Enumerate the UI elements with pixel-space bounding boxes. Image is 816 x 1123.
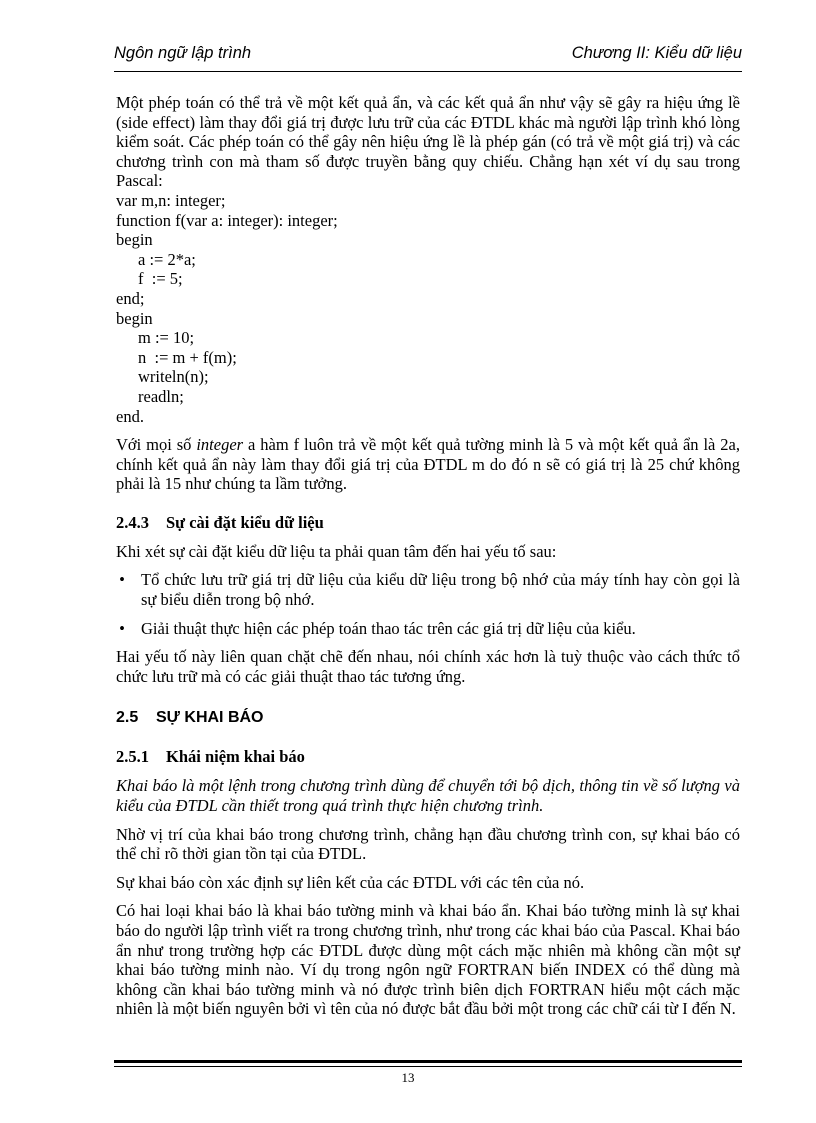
section-number: 2.5 [116,709,139,727]
paragraph-declaration-binding: Sự khai báo còn xác định sự liên kết của các ĐTDL với các tên của nó. [116,872,585,892]
section-number: 2.5.1 [116,747,149,767]
code-line: end; [116,288,145,308]
bullet-icon: • [119,618,125,638]
page-number: 13 [401,1070,415,1085]
code-line: writeln(n); [138,367,209,387]
list-item-text: Giải thuật thực hiện các phép toán thao tác trên các giá trị dữ liệu của kiểu. [141,618,636,638]
code-line: f := 5; [138,269,183,289]
footer-rule-thick [114,1060,742,1063]
paragraph-explanation [116,435,740,494]
paragraph-declaration-position: Nhờ vị trí của khai báo trong chương trình, chẳng hạn đầu chương trình con, sự khai báo có thể chỉ rõ thời gian tồn tại của ĐTDL. [116,824,740,864]
paragraph-declaration-types: Có hai loại khai báo là khai báo tường minh và khai báo ẩn. Khai báo tường minh là sự khai báo do người lập trình viết ra trong chương trình, như trong các khai báo của Pascal. Khai báo ẩn như trong trường hợp các ĐTDL được dùng một cách mặc nhiên mà không cần một sự khai báo tường minh nào. Ví dụ trong ngôn ngữ FORTRAN biến INDEX có thể dùng mà không cần khai báo tường minh và nó được trình biên dịch FORTRAN hiểu một cách mặc nhiên là một biến nguyên bởi vì tên của nó được bắt đầu bởi một trong các chữ cái từ I đến N. [116,901,740,1019]
section-title: SỰ KHAI BÁO [156,709,264,727]
header-chapter-title: Chương II: Kiểu dữ liệu [571,44,742,62]
footer-rule-thin [114,1066,742,1067]
code-line: begin [116,308,153,328]
paragraph-side-effect: Một phép toán có thể trả về một kết quả ẩn, và các kết quả ẩn như vậy sẽ gây ra hiệu ứng lề (side effect) làm thay đổi giá trị được lưu trữ của các ĐTDL khác mà người lập trình khó lòng kiểm soát. Các phép toán có thể gây nên hiệu ứng lề là phép gán (có trả về một giá trị) và các chương trình con mà tham số được truyền bằng quy chiếu. Chẳng hạn xét ví dụ sau trong Pascal: [116,93,740,191]
code-line: n := m + f(m); [138,347,237,367]
code-line: var m,n: integer; [116,190,226,210]
code-line: end. [116,406,144,426]
page-content [116,93,740,1019]
bullet-icon: • [119,570,125,590]
code-line: readln; [138,386,184,406]
explanation-text-start: Với mọi số [116,435,197,455]
definition-paragraph: Khai báo là một lệnh trong chương trình dùng để chuyển tới bộ dịch, thông tin về số lượng và kiểu của ĐTDL cần thiết trong quá trình thực hiện chương trình. [116,776,740,816]
section-heading-2-5 [116,708,740,728]
section-title: Khái niệm khai báo [166,747,305,767]
paragraph-conclusion: Hai yếu tố này liên quan chặt chẽ đến nhau, nói chính xác hơn là tuỳ thuộc vào cách thức tổ chức lưu trữ mà có các giải thuật thao tác tương ứng. [116,647,740,686]
section-number: 2.4.3 [116,512,149,532]
list-item [116,570,740,609]
pascal-code-block [116,191,740,426]
bullet-list [116,570,740,638]
paragraph-intro: Khi xét sự cài đặt kiểu dữ liệu ta phải quan tâm đến hai yếu tố sau: [116,541,557,561]
explanation-text-end: a hàm f luôn trả về một kết quả tường minh là 5 và một kết quả ẩn là 2a, chính kết quả ẩn này làm thay đổi giá trị của ĐTDL m do đó n sẽ có giá trị là 25 chứ không phải là 15 như chúng ta lầm tưởng. [116,435,740,494]
header-book-title: Ngôn ngữ lập trình [114,44,252,62]
code-line: a := 2*a; [138,249,196,269]
list-item [116,619,740,639]
code-line: function f(var a: integer): integer; [116,210,338,230]
header-rule [114,71,742,72]
section-title: Sự cài đặt kiểu dữ liệu [166,512,324,532]
code-line: begin [116,230,153,250]
page-header [114,44,742,68]
section-heading-2-5-1 [116,747,740,767]
code-line: m := 10; [138,328,195,348]
section-heading-2-4-3 [116,513,740,533]
list-item-text: Tổ chức lưu trữ giá trị dữ liệu của kiểu dữ liệu trong bộ nhớ của máy tính hay còn gọi là sự biểu diễn trong bộ nhớ. [141,570,740,610]
integer-term: integer [196,435,244,455]
